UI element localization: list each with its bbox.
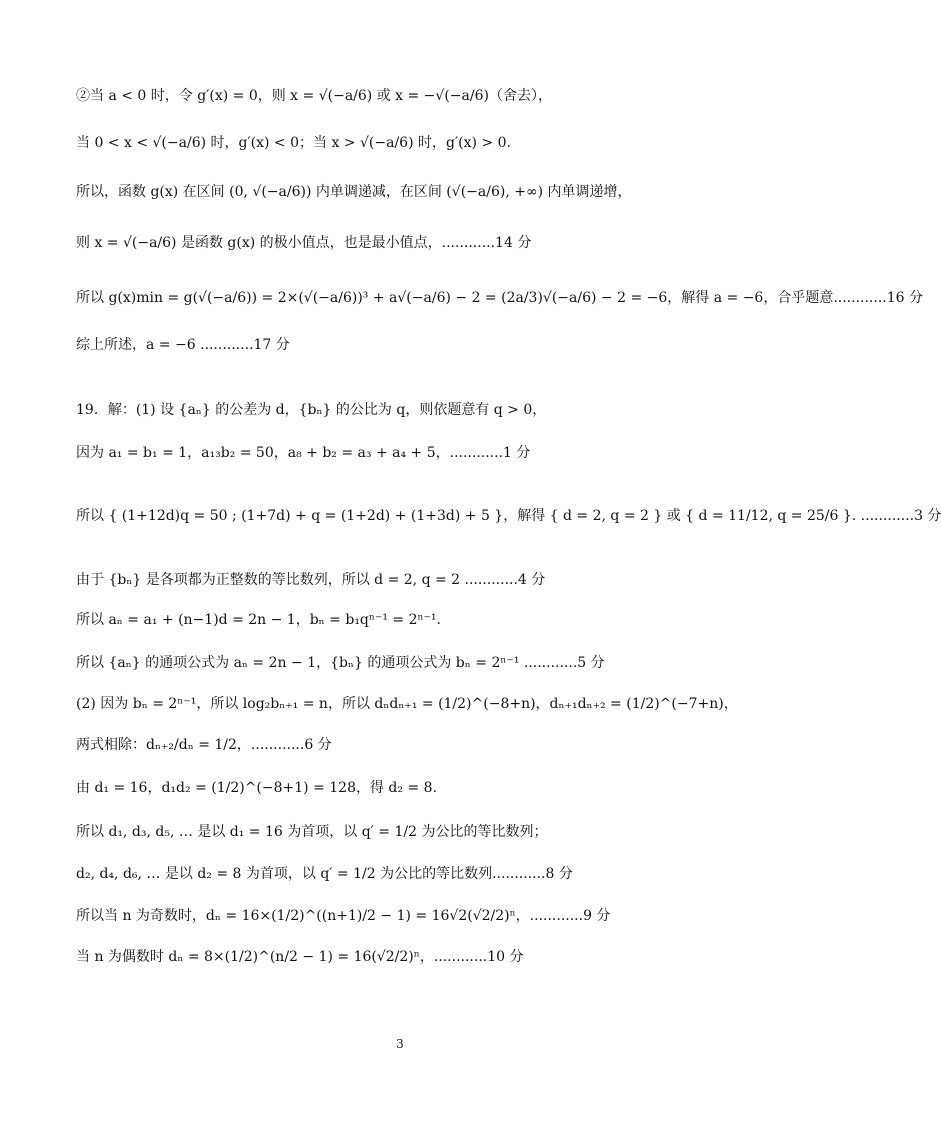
solution-line: 由于 {bₙ} 是各项都为正整数的等比数列，所以 d = 2, q = 2 ............4 分 — [76, 572, 546, 588]
page-number: 3 — [396, 1037, 404, 1051]
solution-line: 因为 a₁ = b₁ = 1，a₁₃b₂ = 50，a₈ + b₂ = a₃ + a₄ + 5，............1 分 — [76, 445, 531, 461]
solution-line: 当 n 为偶数时 dₙ = 8×(1/2)^(n/2 − 1) = 16(√2/2)ⁿ，............10 分 — [76, 949, 524, 965]
problem-heading: 19．解：(1) 设 {aₙ} 的公差为 d，{bₙ} 的公比为 q，则依题意有 q > 0， — [76, 402, 547, 418]
solution-line: 所以 { (1+12d)q = 50 ; (1+7d) + q = (1+2d) + (1+3d) + 5 }，解得 { d = 2, q = 2 } 或 { d = 11/12, q = 25/6 }. ............3 分 — [76, 508, 941, 524]
solution-line: 所以 {aₙ} 的通项公式为 aₙ = 2n − 1，{bₙ} 的通项公式为 bₙ = 2ⁿ⁻¹ ............5 分 — [76, 655, 605, 671]
solution-line: 当 0 < x < √(−a/6) 时，g′(x) < 0；当 x > √(−a/6) 时，g′(x) > 0. — [76, 135, 511, 151]
solution-line: 所以 g(x)min = g(√(−a/6)) = 2×(√(−a/6))³ + a√(−a/6) − 2 = (2a/3)√(−a/6) − 2 = −6，解得 a = −6，合乎题意............16 分 — [76, 290, 923, 306]
solution-line: 则 x = √(−a/6) 是函数 g(x) 的极小值点，也是最小值点，............14 分 — [76, 235, 532, 251]
solution-line: d₂, d₄, d₆, … 是以 d₂ = 8 为首项，以 q′ = 1/2 为公比的等比数列............8 分 — [76, 866, 573, 882]
solution-line: 所以 aₙ = a₁ + (n−1)d = 2n − 1，bₙ = b₁qⁿ⁻¹ = 2ⁿ⁻¹. — [76, 612, 441, 628]
solution-line: 两式相除：dₙ₊₂/dₙ = 1/2，............6 分 — [76, 737, 332, 753]
solution-line: 所以当 n 为奇数时，dₙ = 16×(1/2)^((n+1)/2 − 1) = 16√2(√2/2)ⁿ，............9 分 — [76, 908, 611, 924]
solution-line: 综上所述，a = −6 ............17 分 — [76, 337, 290, 353]
solution-line: 所以 d₁, d₃, d₅, … 是以 d₁ = 16 为首项，以 q′ = 1/2 为公比的等比数列； — [76, 824, 548, 840]
solution-line: (2) 因为 bₙ = 2ⁿ⁻¹，所以 log₂bₙ₊₁ = n，所以 dₙdₙ₊₁ = (1/2)^(−8+n)，dₙ₊₁dₙ₊₂ = (1/2)^(−7+n)， — [76, 696, 738, 712]
solution-line: ②当 a < 0 时，令 g′(x) = 0，则 x = √(−a/6) 或 x = −√(−a/6)（舍去）， — [76, 88, 552, 104]
solution-line: 由 d₁ = 16，d₁d₂ = (1/2)^(−8+1) = 128，得 d₂ = 8. — [76, 780, 437, 796]
solution-line: 所以，函数 g(x) 在区间 (0, √(−a/6)) 内单调递减，在区间 (√(−a/6), +∞) 内单调递增， — [76, 184, 632, 200]
